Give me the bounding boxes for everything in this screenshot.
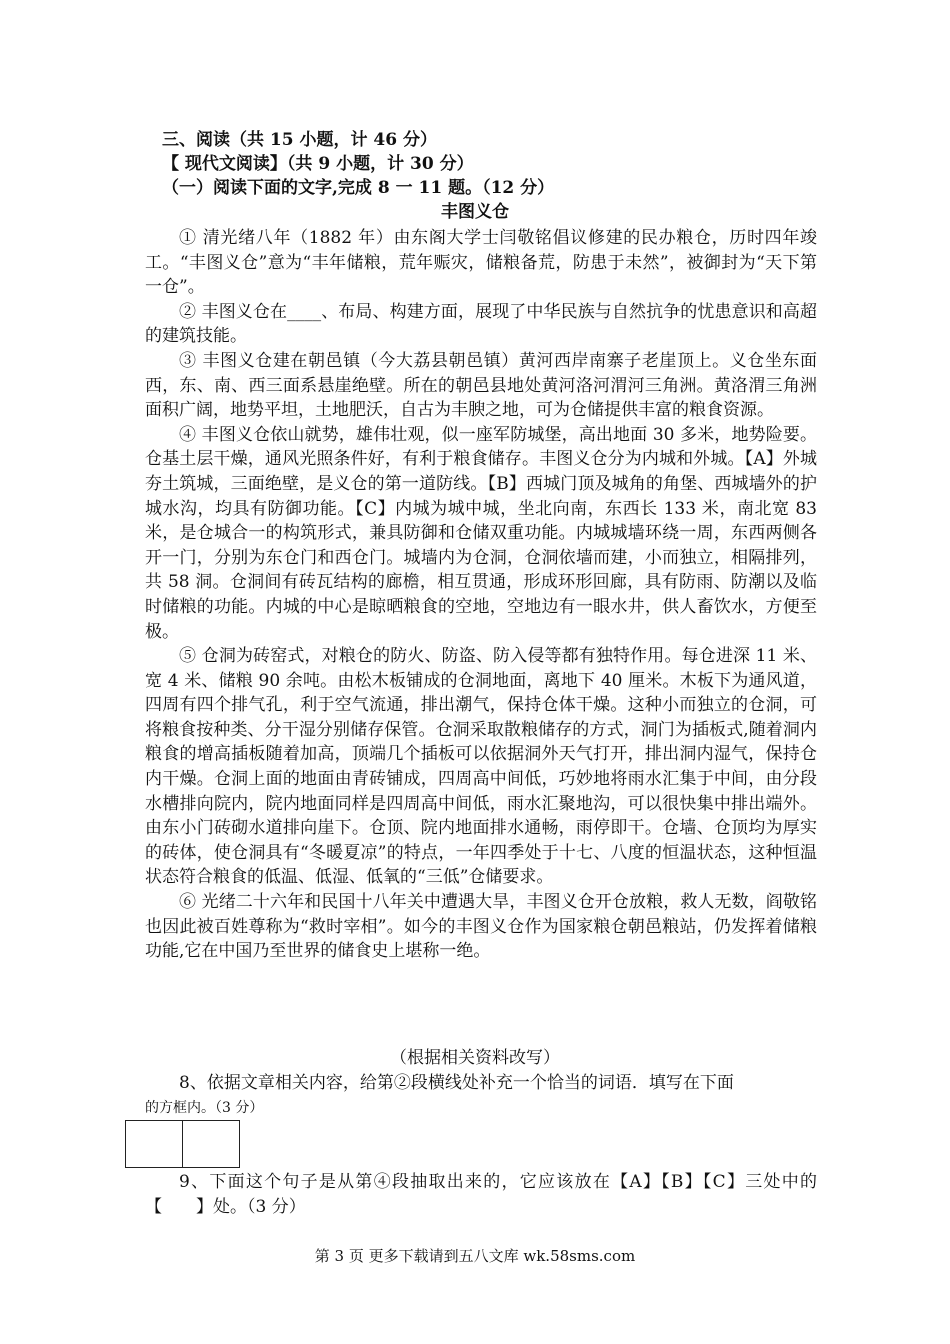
question-8 xyxy=(145,1071,817,1120)
paragraph-1: ① 清光绪八年（1882 年）由东阁大学士闫敬铭倡议修建的民办粮仓，历时四年竣工。“丰图义仓”意为“丰年储粮，荒年赈灾，储粮备荒，防患于未然”，被御封为“天下第一仓”。 xyxy=(145,228,817,298)
question-8-text: 8、依据文章相关内容，给第②段横线处补充一个恰当的词语．填写在下面 xyxy=(179,1073,734,1093)
paragraph-2: ② 丰图义仓在____、布局、构建方面，展现了中华民族与自然抗争的忧患意识和高超的建筑技能。 xyxy=(145,301,817,347)
paragraph-4: ④ 丰图义仓依山就势，雄伟壮观，似一座军防城堡，高出地面 30 多米，地势险要。仓基土层干燥，通风光照条件好，有利于粮食储存。丰图义仓分为内城和外城。【A】外城夯土筑城，三面绝壁，是义仓的第一道防线。【B】西城门顶及城角的角堡、西城墙外的护城水沟，均具有防御功能。【C】内城为城中城，坐北向南，东西长 133 米，南北宽 83 米，是仓城合一的构筑形式，兼具防御和仓储双重功能。内城城墙环绕一周，东西两侧各开一门，分别为东仓门和西仓门。城墙内为仓洞，仓洞依墙而建，小而独立，相隔排列，共 58 洞。仓洞间有砖瓦结构的廊檐，相互贯通，形成环形回廊，具有防雨、防潮以及临时储粮的功能。内城的中心是晾晒粮食的空地，空地边有一眼水井，供人畜饮水，方便至极。 xyxy=(145,424,817,642)
article-body xyxy=(145,226,817,964)
section-heading: 三、阅读（共 15 小题，计 46 分） xyxy=(162,130,437,150)
section-subheading: 【 现代文阅读】（共 9 小题，计 30 分） xyxy=(162,154,474,174)
answer-box-1[interactable] xyxy=(125,1120,183,1168)
question-9 xyxy=(145,1170,817,1219)
answer-boxes xyxy=(126,1120,240,1168)
article-title: 丰图义仓 xyxy=(441,202,509,222)
question-8-line2: 的方框内。（3 分） xyxy=(145,1099,264,1116)
paragraph-3: ③ 丰图义仓建在朝邑镇（今大荔县朝邑镇）黄河西岸南寨子老崖顶上。义仓坐东面西，东、南、西三面系悬崖绝壁。所在的朝邑县地处黄河洛河渭河三角洲。黄洛渭三角洲面积广阔，地势平坦，土地肥沃，自古为丰腴之地，可为仓储提供丰富的粮食资源。 xyxy=(145,350,817,421)
question-9-text: 9、下面这个句子是从第④段抽取出来的，它应该放在【A】【B】【C】三处中的【 】处。（3 分） xyxy=(145,1172,817,1217)
page-footer: 第 3 页 更多下载请到五八文库 wk.58sms.com xyxy=(314,1247,636,1265)
section-instruction: （一）阅读下面的文字,完成 8 一 11 题。（12 分） xyxy=(162,178,555,198)
paragraph-6: ⑥ 光绪二十六年和民国十八年关中遭遇大旱，丰图义仓开仓放粮，救人无数，阎敬铭也因此被百姓尊称为“救时宰相”。如今的丰图义仓作为国家粮仓朝邑粮站，仍发挥着储粮功能,它在中国乃至世界的储食史上堪称一绝。 xyxy=(145,892,817,962)
article-source: （根据相关资料改写） xyxy=(390,1048,560,1068)
paragraph-5: ⑤ 仓洞为砖窑式，对粮仓的防火、防盗、防入侵等都有独特作用。每仓进深 11 米、宽 4 米、储粮 90 余吨。由松木板铺成的仓洞地面，离地下 40 厘米。木板下为通风道，四周有四个排气孔，利于空气流通，排出潮气，保持仓体干燥。这种小而独立的仓洞，可将粮食按种类、分干湿分别储存保管。仓洞采取散粮储存的方式，洞门为插板式,随着洞内粮食的增高插板随着加高，顶端几个插板可以依据洞外天气打开，排出洞内湿气，保持仓内干燥。仓洞上面的地面由青砖铺成，四周高中间低，巧妙地将雨水汇集于中间，由分段水槽排向院内，院内地面同样是四周高中间低，雨水汇聚地沟，可以很快集中排出端外。由东小门砖砌水道排向崖下。仓顶、院内地面排水通畅，雨停即干。仓墙、仓顶均为厚实的砖体，使仓洞具有“冬暖夏凉”的特点，一年四季处于十七、八度的恒温状态，这种恒温状态符合粮食的低温、低湿、低氧的“三低”仓储要求。 xyxy=(145,646,817,888)
answer-box-2[interactable] xyxy=(182,1120,240,1168)
